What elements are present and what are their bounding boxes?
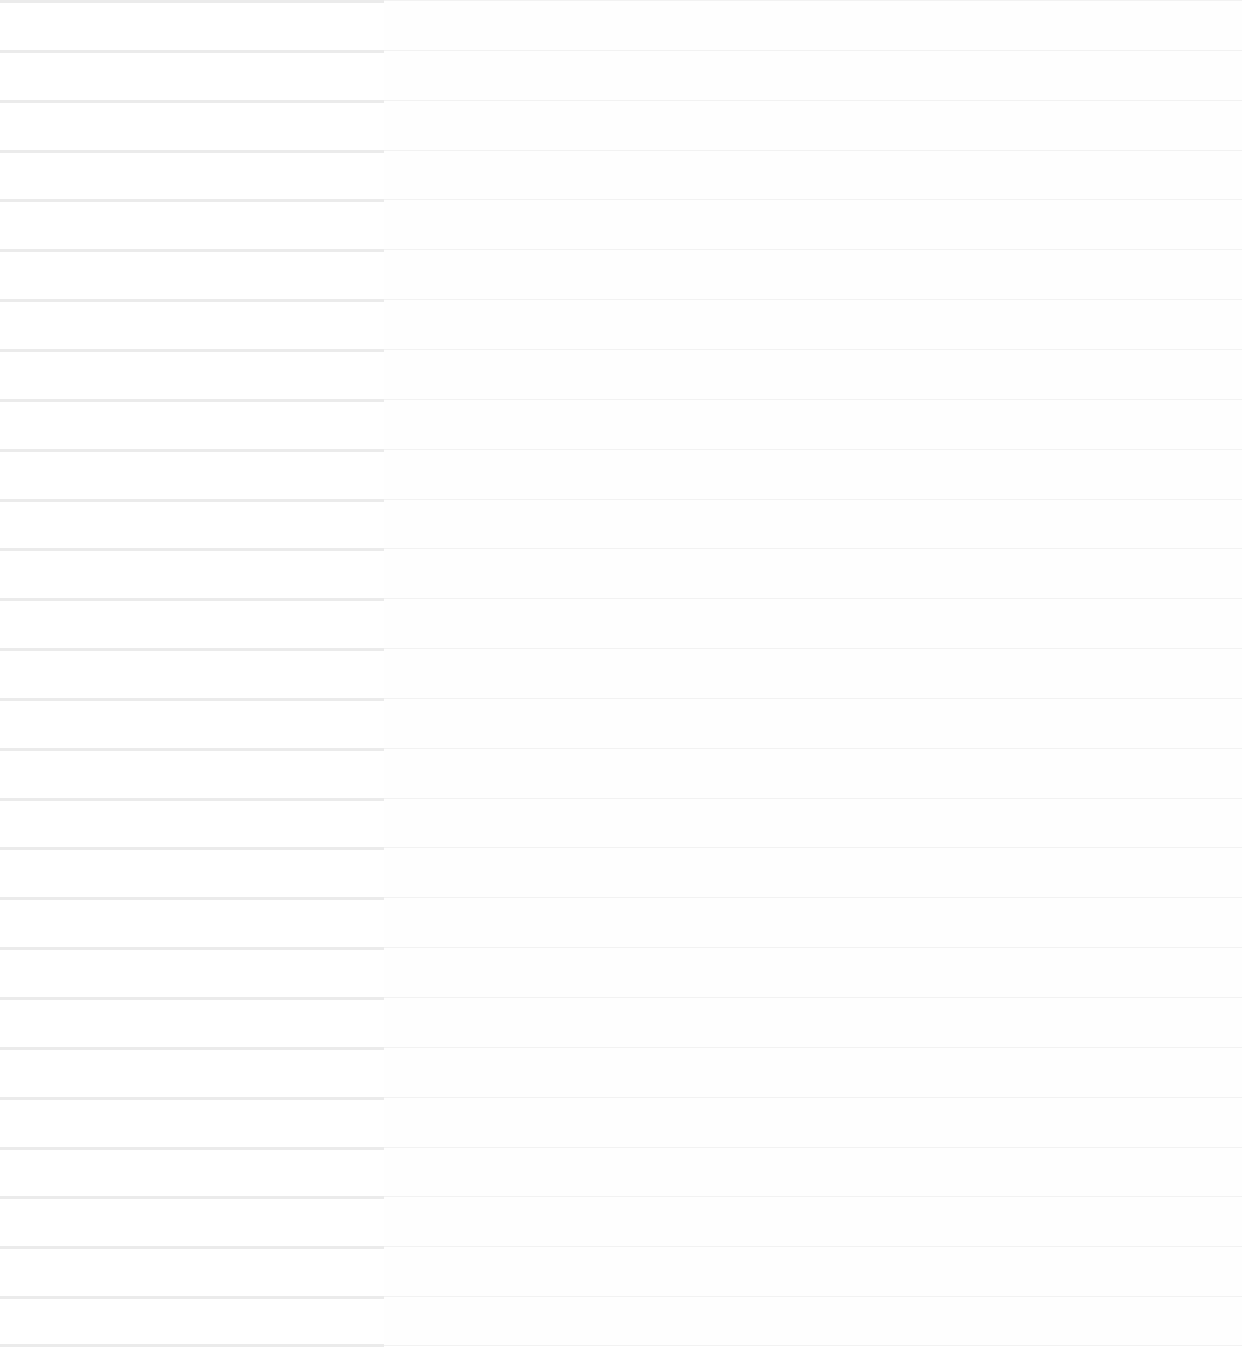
- table-cell-value: [384, 1296, 1242, 1346]
- table-cell-value: [384, 798, 1242, 848]
- table-row: [0, 897, 1242, 947]
- table-row: [0, 1246, 1242, 1296]
- table-row: [0, 598, 1242, 648]
- table-cell-value: [384, 1196, 1242, 1246]
- table-cell-label: [0, 249, 384, 299]
- table-cell-value: [384, 349, 1242, 399]
- table-cell-label: [0, 748, 384, 798]
- table-cell-value: [384, 299, 1242, 349]
- table-cell-label: [0, 0, 384, 50]
- table-row: [0, 50, 1242, 100]
- table-row: [0, 1097, 1242, 1147]
- table-row: [0, 798, 1242, 848]
- table-row: [0, 1047, 1242, 1097]
- table-row: [0, 0, 1242, 50]
- table-cell-label: [0, 897, 384, 947]
- table-cell-value: [384, 897, 1242, 947]
- table-row: [0, 100, 1242, 150]
- table-cell-label: [0, 1097, 384, 1147]
- table-cell-value: [384, 399, 1242, 449]
- table-cell-label: [0, 997, 384, 1047]
- table-cell-label: [0, 847, 384, 897]
- table-bottom-border-right: [384, 1345, 1242, 1346]
- table-cell-label: [0, 50, 384, 100]
- table-cell-label: [0, 1047, 384, 1097]
- table-cell-value: [384, 499, 1242, 549]
- table-row: [0, 947, 1242, 997]
- table-cell-value: [384, 0, 1242, 50]
- table-cell-value: [384, 100, 1242, 150]
- table-cell-label: [0, 1147, 384, 1197]
- table-cell-label: [0, 598, 384, 648]
- table-cell-value: [384, 249, 1242, 299]
- table-cell-value: [384, 449, 1242, 499]
- table-cell-value: [384, 847, 1242, 897]
- table-row: [0, 399, 1242, 449]
- table-cell-label: [0, 1296, 384, 1346]
- table-cell-label: [0, 548, 384, 598]
- table-cell-label: [0, 449, 384, 499]
- table-cell-value: [384, 748, 1242, 798]
- table-cell-label: [0, 1196, 384, 1246]
- table-cell-value: [384, 199, 1242, 249]
- table-row: [0, 648, 1242, 698]
- table-row: [0, 1196, 1242, 1246]
- table-cell-label: [0, 100, 384, 150]
- table-cell-label: [0, 798, 384, 848]
- table-row: [0, 249, 1242, 299]
- table-cell-label: [0, 698, 384, 748]
- table-cell-value: [384, 997, 1242, 1047]
- table-cell-label: [0, 947, 384, 997]
- table-row: [0, 449, 1242, 499]
- table-cell-label: [0, 1246, 384, 1296]
- table-row: [0, 499, 1242, 549]
- table-cell-value: [384, 648, 1242, 698]
- table-cell-label: [0, 349, 384, 399]
- table-cell-label: [0, 299, 384, 349]
- table-row: [0, 748, 1242, 798]
- table-cell-value: [384, 947, 1242, 997]
- table-cell-value: [384, 50, 1242, 100]
- table-row: [0, 698, 1242, 748]
- table-row: [0, 150, 1242, 200]
- table-cell-value: [384, 1097, 1242, 1147]
- table-cell-value: [384, 598, 1242, 648]
- table-row: [0, 349, 1242, 399]
- table-cell-label: [0, 150, 384, 200]
- table-row: [0, 1296, 1242, 1346]
- table-row: [0, 199, 1242, 249]
- table-cell-label: [0, 499, 384, 549]
- table-cell-label: [0, 648, 384, 698]
- table-row: [0, 847, 1242, 897]
- table-cell-label: [0, 399, 384, 449]
- table-cell-value: [384, 698, 1242, 748]
- table-cell-value: [384, 1246, 1242, 1296]
- table-cell-value: [384, 1047, 1242, 1097]
- table-row: [0, 1147, 1242, 1197]
- table-cell-value: [384, 1147, 1242, 1197]
- table-row: [0, 299, 1242, 349]
- table-cell-label: [0, 199, 384, 249]
- table-row: [0, 997, 1242, 1047]
- table-row: [0, 548, 1242, 598]
- table-cell-value: [384, 150, 1242, 200]
- table-cell-value: [384, 548, 1242, 598]
